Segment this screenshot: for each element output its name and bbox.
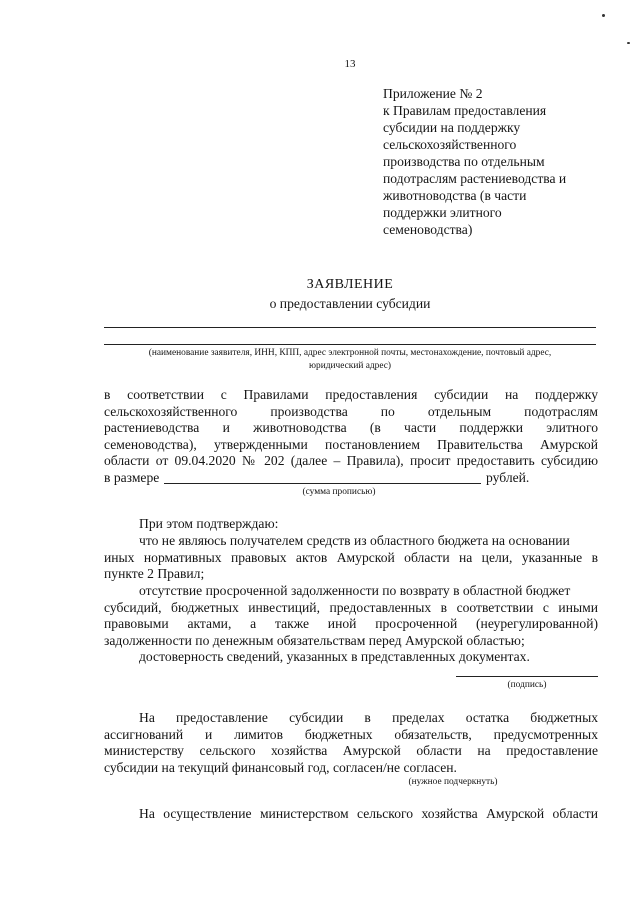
request-paragraph — [104, 387, 598, 487]
caption-line: (наименование заявителя, ИНН, КПП, адрес электронной почты, местонахождение, почтовый адрес, — [148, 348, 552, 358]
confirm-item-2 — [104, 583, 598, 649]
final-line — [104, 806, 598, 823]
appendix-line: подотраслям растениеводства и — [383, 171, 567, 186]
amount-line — [104, 470, 598, 487]
text-line: ассигнований и лимитов бюджетных обязательств, предусмотренных — [104, 726, 598, 742]
appendix-line: животноводства (в части — [383, 188, 527, 203]
text-line: семеноводства), утвержденными постановлением Правительства Амурской — [104, 436, 598, 452]
scan-speck — [627, 42, 630, 44]
text-line: что не являюсь получателем средств из областного бюджета на основании — [139, 533, 570, 548]
confirm-item-3: достоверность сведений, указанных в представленных документах. — [139, 649, 530, 664]
consent-caption: (нужное подчеркнуть) — [408, 777, 498, 787]
text-line: задолженности по денежным обязательствам перед Амурской областью; — [104, 632, 525, 648]
scan-speck — [602, 14, 605, 17]
document-title: ЗАЯВЛЕНИЕ — [306, 277, 394, 292]
confirm-item-1 — [104, 533, 598, 583]
text-line: На осуществление министерством сельского хозяйства Амурской области — [139, 806, 598, 821]
appendix-line: субсидии на поддержку — [383, 120, 521, 135]
amount-prefix: в размере — [104, 469, 160, 485]
text-line: области от 09.04.2020 № 202 (далее – Правила), просит предоставить субсидию — [104, 453, 598, 469]
page-number: 13 — [344, 58, 356, 70]
amount-suffix: рублей. — [486, 469, 530, 485]
text-line: в соответствии с Правилами предоставления субсидии на поддержку — [104, 387, 598, 402]
appendix-line: производства по отдельным — [383, 154, 545, 169]
appendix-line: семеноводства) — [383, 222, 473, 237]
appendix-line: Приложение № 2 — [383, 86, 483, 101]
text-line: На предоставление субсидии в пределах остатка бюджетных — [139, 710, 598, 725]
appendix-line: к Правилам предоставления — [383, 103, 547, 118]
signature-caption: (подпись) — [507, 680, 547, 690]
appendix-block — [383, 85, 613, 238]
text-line: пункте 2 Правил; — [104, 566, 205, 582]
signature-fill-line — [456, 676, 598, 677]
amount-fill-line — [164, 483, 481, 484]
appendix-line: сельскохозяйственного — [383, 137, 517, 152]
confirm-intro: При этом подтверждаю: — [139, 516, 279, 531]
amount-caption: (сумма прописью) — [302, 487, 376, 497]
text-line: субсидии на текущий финансовый год, согласен/не согласен. — [104, 759, 457, 775]
applicant-caption — [104, 347, 596, 373]
applicant-fill-line — [104, 327, 596, 328]
appendix-line: поддержки элитного — [383, 205, 502, 220]
caption-line: юридический адрес) — [309, 361, 391, 371]
text-line: правовыми актами, а также иной просроченной (неурегулированной) — [104, 616, 598, 632]
text-line: сельскохозяйственного производства по отдельным подотраслям — [104, 403, 598, 419]
text-line: иных нормативных правовых актов Амурской области на цели, указанные в — [104, 549, 598, 565]
text-line: министерству сельского хозяйства Амурской области на предоставление — [104, 743, 598, 759]
text-line: отсутствие просроченной задолженности по возврату в областной бюджет — [139, 583, 571, 598]
document-subtitle: о предоставлении субсидии — [269, 296, 431, 311]
applicant-fill-line — [104, 344, 596, 345]
consent-paragraph — [104, 710, 598, 776]
text-line: субсидий, бюджетных инвестиций, предоставленных в соответствии с иными — [104, 599, 598, 615]
text-line: растениеводства и животноводства (в части поддержки элитного — [104, 420, 598, 436]
